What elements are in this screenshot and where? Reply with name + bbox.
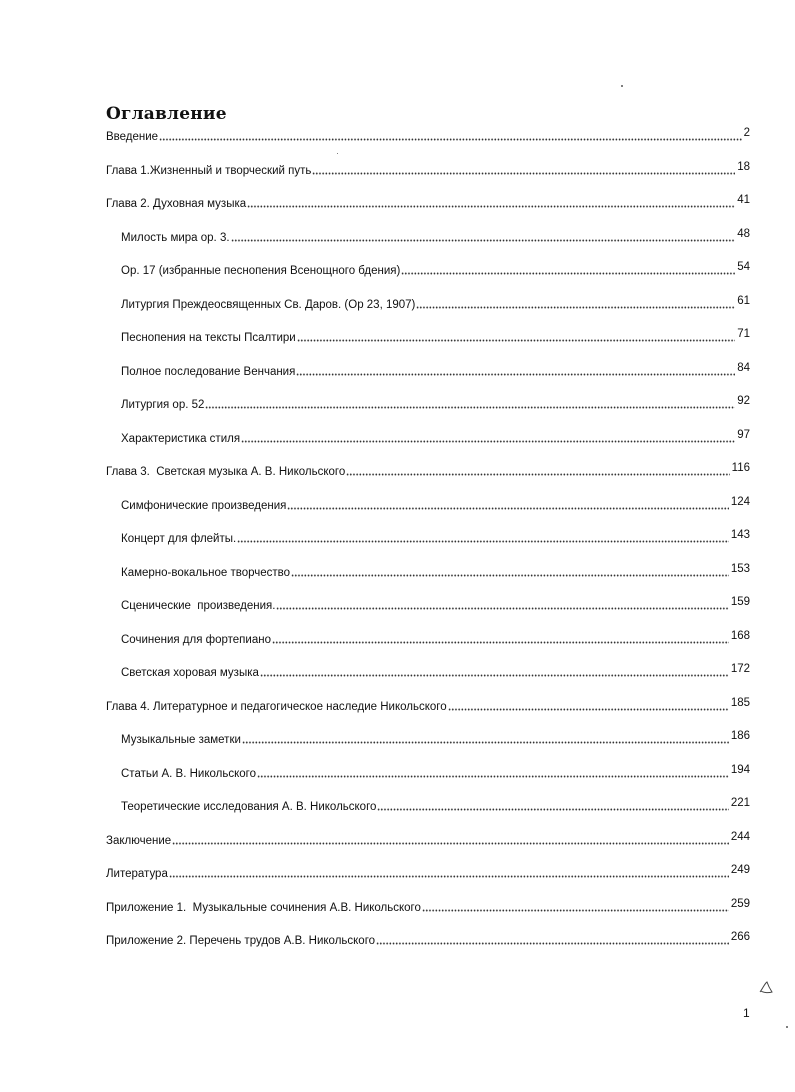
toc-dot-leader	[276, 607, 728, 610]
toc-dot-leader	[172, 842, 729, 845]
toc-dot-leader	[297, 339, 735, 342]
toc-dot-leader	[260, 674, 729, 677]
toc-entry-page: 116	[731, 462, 750, 474]
toc-entry	[121, 227, 750, 245]
toc-entry	[106, 830, 750, 848]
toc-entry-page: 221	[730, 797, 750, 809]
toc-entry	[106, 863, 750, 881]
toc-entry-label: Сценические произведения.	[121, 600, 276, 612]
toc-entry	[121, 528, 750, 546]
toc-entry	[121, 394, 750, 412]
toc-entry	[106, 160, 750, 178]
toc-entry-page: 61	[737, 295, 750, 307]
toc-dot-leader	[377, 808, 728, 811]
toc-entry	[106, 696, 750, 714]
toc-dot-leader	[237, 540, 729, 543]
toc-entry-page: 159	[730, 596, 750, 608]
page-number: 1	[743, 1006, 750, 1020]
toc-entry-label: Полное последование Венчания	[121, 366, 296, 378]
toc-entry	[121, 260, 750, 278]
toc-entry-page: 84	[737, 362, 750, 374]
toc-entry	[121, 595, 750, 613]
toc-title: Оглавление	[106, 104, 227, 124]
toc-entry	[121, 294, 750, 312]
toc-entry-label: Песнопения на тексты Псалтири	[121, 332, 296, 344]
toc-entry-page: 143	[730, 529, 750, 541]
toc-entry-page: 244	[730, 831, 750, 843]
toc-entry-label: Глава 3. Светская музыка А. В. Никольского	[106, 466, 346, 478]
toc-dot-leader	[257, 775, 729, 778]
toc-entry-label: Концерт для флейты.	[121, 533, 237, 545]
toc-entry-page: 48	[737, 228, 750, 240]
toc-entry-label: Литургия Преждеосвященных Св. Даров. (Ор 23, 1907)	[121, 299, 416, 311]
toc-entry-label: Глава 2. Духовная музыка	[106, 198, 247, 210]
toc-entry-label: Приложение 2. Перечень трудов А.В. Никольского	[106, 935, 376, 947]
toc-entry-label: Глава 4. Литературное и педагогическое наследие Никольского	[106, 701, 447, 713]
toc-entry	[121, 729, 750, 747]
toc-entry-page: 2	[743, 127, 750, 139]
toc-entry	[106, 193, 750, 211]
toc-entry-label: Глава 1.Жизненный и творческий путь	[106, 165, 312, 177]
toc-dot-leader	[231, 239, 736, 242]
toc-entry-page: 124	[730, 496, 750, 508]
toc-entry-page: 41	[737, 194, 750, 206]
toc-entry-label: Милость мира ор. 3.	[121, 232, 230, 244]
toc-entry-label: Литургия ор. 52	[121, 399, 205, 411]
pencil-mark-icon	[758, 980, 774, 996]
toc-entry-page: 194	[730, 764, 750, 776]
toc-entry-label: Симфонические произведения	[121, 500, 287, 512]
toc-entry	[106, 930, 750, 948]
toc-dot-leader	[247, 205, 735, 208]
toc-entry	[106, 126, 750, 144]
toc-dot-leader	[422, 909, 729, 912]
toc-entry	[121, 327, 750, 345]
toc-entry-page: 185	[730, 697, 750, 709]
toc-dot-leader	[272, 641, 729, 644]
toc-dot-leader	[169, 875, 729, 878]
toc-entry-page: 259	[730, 898, 750, 910]
toc-dot-leader	[242, 741, 729, 744]
toc-entry	[121, 361, 750, 379]
toc-entry-page: 168	[730, 630, 750, 642]
toc-entry-page: 18	[737, 161, 750, 173]
toc-entry-label: Заключение	[106, 835, 172, 847]
toc-dot-leader	[312, 172, 735, 175]
toc-dot-leader	[291, 574, 729, 577]
toc-entry	[121, 428, 750, 446]
toc-entry-page: 249	[730, 864, 750, 876]
toc-entry	[106, 461, 750, 479]
toc-dot-leader	[287, 507, 728, 510]
toc-dot-leader	[346, 473, 729, 476]
toc-entry	[121, 662, 750, 680]
toc-entry-label: Приложение 1. Музыкальные сочинения А.В. Никольского	[106, 902, 421, 914]
toc-entry-page: 186	[730, 730, 750, 742]
scan-speck	[337, 153, 338, 154]
toc-dot-leader	[296, 373, 735, 376]
toc-entry-page: 266	[730, 931, 750, 943]
scan-speck	[786, 1026, 788, 1028]
toc-entry-label: Светская хоровая музыка	[121, 667, 259, 679]
toc-dot-leader	[401, 272, 735, 275]
toc-entry	[121, 495, 750, 513]
toc-entry	[106, 897, 750, 915]
toc-entry-label: Музыкальные заметки	[121, 734, 241, 746]
toc-entry-label: Ор. 17 (избранные песнопения Всенощного бдения)	[121, 265, 401, 277]
toc-entry-label: Камерно-вокальное творчество	[121, 567, 291, 579]
toc-entry-page: 92	[737, 395, 750, 407]
toc-entry	[121, 562, 750, 580]
toc-entry-label: Характеристика стиля	[121, 433, 241, 445]
toc-dot-leader	[416, 306, 735, 309]
toc-entry-page: 153	[730, 563, 750, 575]
toc-entry-page: 71	[737, 328, 750, 340]
toc-entry-page: 97	[737, 429, 750, 441]
toc-dot-leader	[159, 138, 742, 141]
toc-entry-label: Статьи А. В. Никольского	[121, 768, 256, 780]
toc-entry-label: Введение	[106, 131, 159, 143]
toc-entry-label: Сочинения для фортепиано	[121, 634, 271, 646]
toc-entry-label: Теоретические исследования А. В. Никольского	[121, 801, 377, 813]
toc-entry	[121, 763, 750, 781]
toc-dot-leader	[376, 942, 729, 945]
toc-dot-leader	[241, 440, 735, 443]
toc-entry-label: Литература	[106, 868, 168, 880]
toc-entry	[121, 629, 750, 647]
toc-entry-page: 54	[737, 261, 750, 273]
toc-entry	[121, 796, 750, 814]
toc-dot-leader	[205, 406, 735, 409]
toc-dot-leader	[448, 708, 729, 711]
scan-speck	[621, 85, 623, 87]
toc-entry-page: 172	[730, 663, 750, 675]
